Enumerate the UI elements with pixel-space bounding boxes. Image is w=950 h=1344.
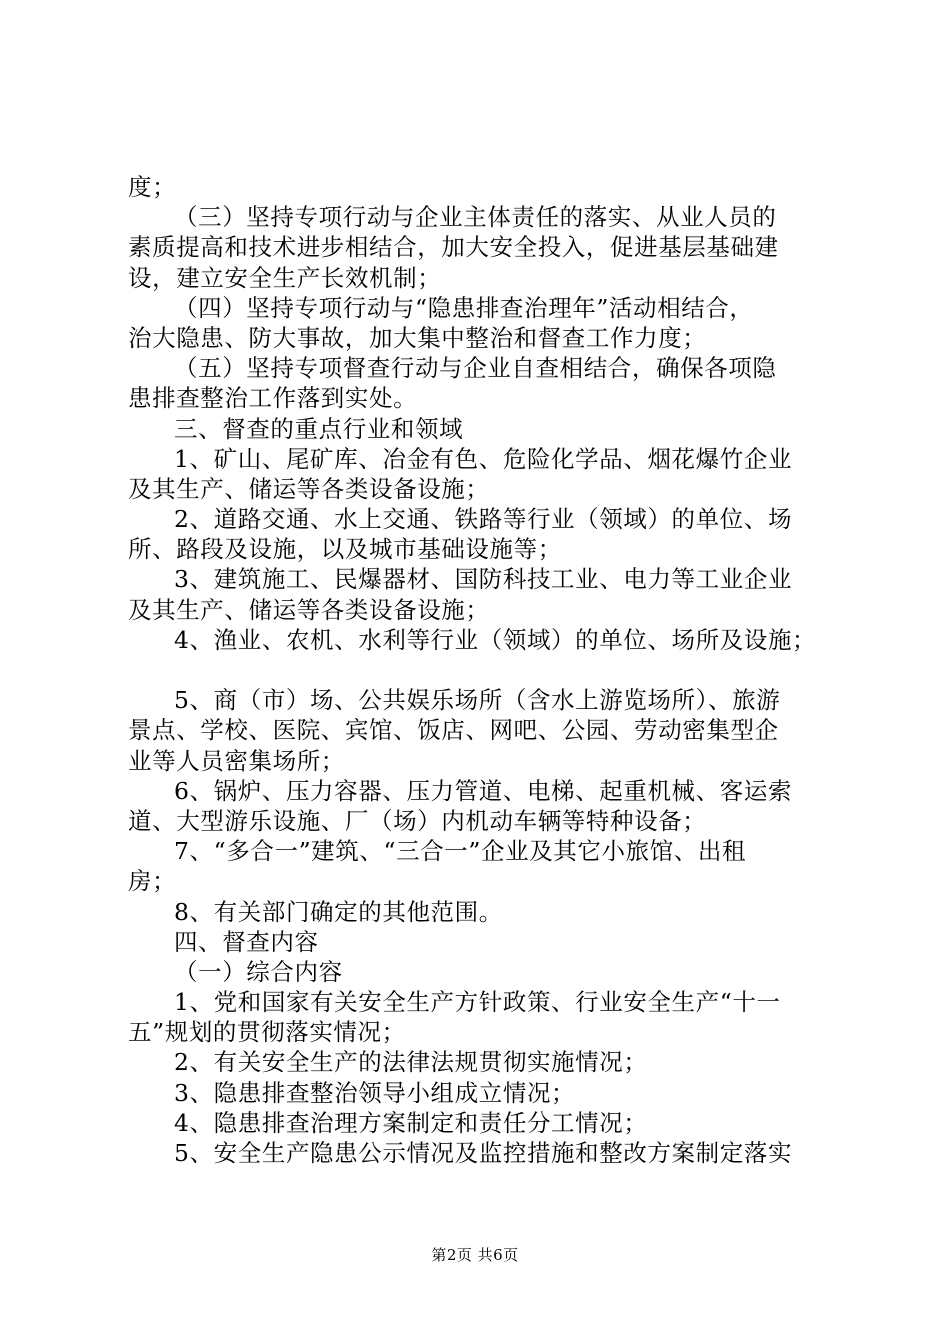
text-line: 3、隐患排查整治领导小组成立情况； <box>174 1078 576 1107</box>
text-line: （四）坚持专项行动与“隐患排查治理年”活动相结合， <box>174 293 754 322</box>
document-body <box>128 172 833 1168</box>
text-line: 度； <box>128 173 177 201</box>
text-line: 四、督查内容 <box>174 927 319 956</box>
text-line: （三）坚持专项行动与企业主体责任的落实、从业人员的 <box>174 203 777 232</box>
text-line: 8、有关部门确定的其他范围。 <box>174 897 503 926</box>
text-line: 设，建立安全生产长效机制； <box>128 263 442 292</box>
text-line: 1、党和国家有关安全生产方针政策、行业安全生产“十一 <box>174 988 781 1017</box>
text-line: 及其生产、储运等各类设备设施； <box>128 474 490 503</box>
text-line: 房； <box>128 867 177 896</box>
text-line: 3、建筑施工、民爆器材、国防科技工业、电力等工业企业 <box>174 565 793 594</box>
page-number: 第2页 共6页 <box>431 1246 519 1264</box>
text-line: 2、有关安全生产的法律法规贯彻实施情况； <box>174 1048 648 1077</box>
text-line: 6、锅炉、压力容器、压力管道、电梯、起重机械、客运索 <box>174 776 793 805</box>
text-line: 治大隐患、防大事故，加大集中整治和督查工作力度； <box>128 323 707 352</box>
text-line: 景点、学校、医院、宾馆、饭店、网吧、公园、劳动密集型企 <box>128 716 779 745</box>
text-line <box>128 655 833 685</box>
text-line: 三、督查的重点行业和领域 <box>174 414 464 443</box>
text-line: 患排查整治工作落到实处。 <box>128 384 418 413</box>
text-line: 7、“多合一”建筑、“三合一”企业及其它小旅馆、出租 <box>174 837 747 866</box>
text-line: 道、大型游乐设施、厂（场）内机动车辆等特种设备； <box>128 806 707 835</box>
page-footer <box>0 1244 950 1265</box>
text-line: 5、商（市）场、公共娱乐场所（含水上游览场所）、旅游 <box>174 686 781 715</box>
text-line: 5、安全生产隐患公示情况及监控措施和整改方案制定落实 <box>174 1139 793 1167</box>
text-line: 及其生产、储运等各类设备设施； <box>128 595 490 624</box>
text-line: （一）综合内容 <box>174 957 343 986</box>
text-line: 2、道路交通、水上交通、铁路等行业（领域）的单位、场 <box>174 505 793 534</box>
text-line: 4、隐患排查治理方案制定和责任分工情况； <box>174 1108 648 1137</box>
text-line: 1、矿山、尾矿库、冶金有色、危险化学品、烟花爆竹企业 <box>174 444 793 473</box>
text-line: 业等人员密集场所； <box>128 746 345 775</box>
text-line: 4、渔业、农机、水利等行业（领域）的单位、场所及设施； <box>174 625 817 654</box>
text-line: 素质提高和技术进步相结合，加大安全投入，促进基层基础建 <box>128 233 779 262</box>
text-line: （五）坚持专项督查行动与企业自查相结合，确保各项隐 <box>174 354 777 383</box>
text-line: 五”规划的贯彻落实情况； <box>128 1018 406 1047</box>
text-line: 所、路段及设施，以及城市基础设施等； <box>128 535 562 564</box>
